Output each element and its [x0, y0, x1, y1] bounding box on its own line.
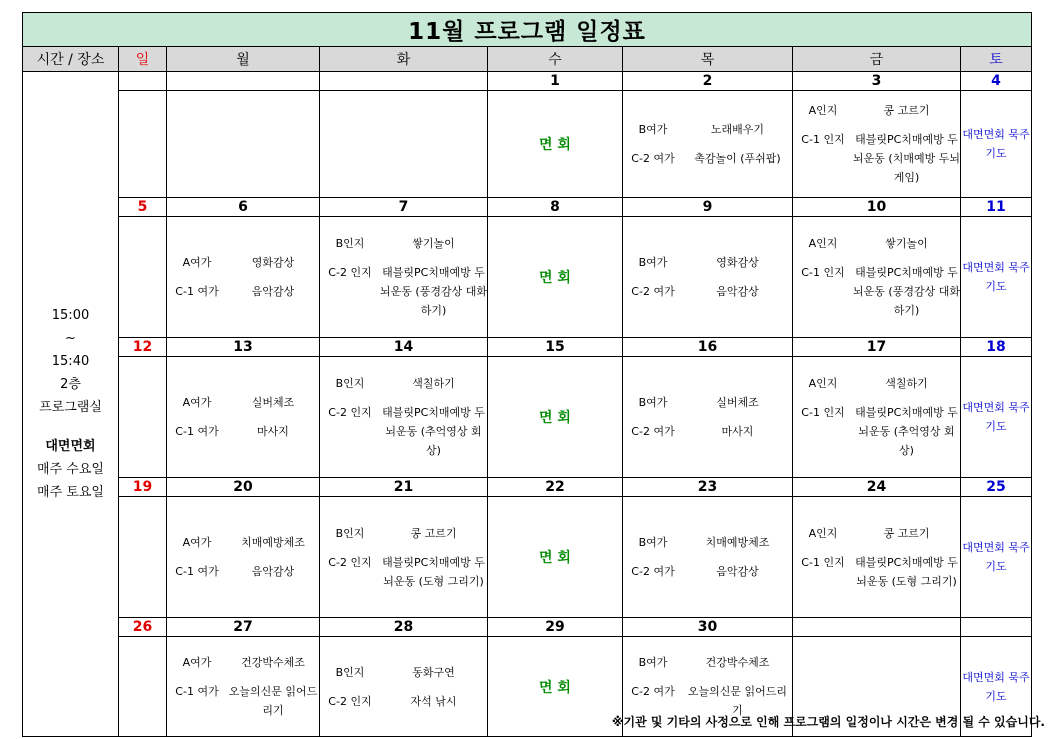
footnote: ※기관 및 기타의 사정으로 인해 프로그램의 일정이나 시간은 변경 될 수 있습니다. [611, 715, 1045, 729]
date-wed: 29 [488, 618, 623, 637]
program-group-b [167, 682, 319, 720]
visit-label: 면 회 [539, 270, 571, 286]
program-group-a [793, 374, 960, 393]
saturday-activity: 대면면회 묵주기도 [962, 401, 1030, 433]
group-b-activity: 음악감상 [251, 285, 295, 298]
schedule-table [22, 12, 1032, 737]
program-group-a [320, 234, 487, 253]
date-tue: 7 [320, 198, 488, 217]
program-cell-wed [488, 357, 623, 478]
group-b-activity: 태블릿PC치매예방 두뇌운동 (도형 그리기) [382, 555, 485, 588]
program-group-b [623, 562, 792, 581]
group-a-label: B여가 [638, 123, 668, 136]
program-cell-tue [320, 217, 488, 338]
program-cell-fri [793, 217, 961, 338]
group-b-label: C-2 인지 [328, 694, 372, 708]
program-group-a [623, 120, 792, 139]
program-row [23, 357, 1032, 478]
group-b-activity: 태블릿PC치매예방 두뇌운동 (도형 그리기) [855, 555, 958, 588]
group-a-activity: 콩 고르기 [883, 104, 930, 117]
saturday-activity: 대면면회 묵주기도 [962, 128, 1030, 160]
group-b-label: C-2 인지 [328, 406, 372, 419]
group-b-label: C-2 여가 [631, 285, 675, 298]
group-a-label: A인지 [808, 526, 838, 540]
group-b-label: C-1 인지 [801, 555, 845, 569]
program-cell-mon [167, 217, 320, 338]
date-sun [119, 72, 167, 91]
program-cell-mon [167, 637, 320, 737]
date-row [23, 478, 1032, 497]
program-cell-tue [320, 91, 488, 198]
group-b-label: C-1 여가 [175, 425, 219, 438]
time-tilde: ~ [65, 331, 76, 346]
visit-label: 면 회 [539, 410, 571, 426]
header-fri: 금 [793, 47, 961, 72]
date-wed: 22 [488, 478, 623, 497]
program-group-b [793, 553, 960, 591]
group-a-activity: 색칠하기 [885, 377, 928, 390]
date-sat: 4 [961, 72, 1032, 91]
group-b-activity: 오늘의신문 읽어드리기 [687, 685, 788, 717]
program-cell-thu [623, 497, 793, 618]
group-a-label: B여가 [638, 536, 668, 549]
program-cell-wed [488, 637, 623, 737]
group-b-activity: 음악감상 [251, 565, 295, 578]
program-group-a [623, 253, 792, 272]
date-mon: 20 [167, 478, 320, 497]
group-b-label: C-1 인지 [801, 266, 845, 279]
program-row [23, 497, 1032, 618]
group-b-activity: 태블릿PC치매예방 두뇌운동 (추억영상 회상) [855, 406, 958, 457]
group-a-label: A인지 [808, 377, 838, 390]
program-cell-sat [961, 357, 1032, 478]
date-row [23, 618, 1032, 637]
group-a-label: A여가 [182, 656, 212, 669]
group-a-label: A여가 [182, 396, 212, 409]
visit-day-sat: 매주 토요일 [37, 485, 104, 500]
group-b-activity: 음악감상 [716, 565, 759, 578]
program-cell-mon [167, 357, 320, 478]
program-cell-fri [793, 497, 961, 618]
time-end: 15:40 [51, 354, 90, 369]
page-title: 11월 프로그램 일정표 [23, 13, 1032, 47]
program-group-b [167, 422, 319, 441]
group-a-activity: 콩 고르기 [883, 526, 930, 540]
group-a-activity: 건강박수체조 [241, 656, 305, 669]
program-cell-fri [793, 91, 961, 198]
header-thu: 목 [623, 47, 793, 72]
program-group-a [167, 653, 319, 672]
header-mon: 월 [167, 47, 320, 72]
program-group-b [623, 282, 792, 301]
program-cell-thu [623, 217, 793, 338]
date-mon: 13 [167, 338, 320, 357]
group-b-label: C-2 여가 [631, 152, 675, 165]
date-tue: 21 [320, 478, 488, 497]
program-cell-fri [793, 357, 961, 478]
group-b-activity: 마사지 [257, 425, 289, 438]
program-cell-sat [961, 217, 1032, 338]
group-a-label: A여가 [182, 536, 212, 549]
group-b-activity: 태블릿PC치매예방 두뇌운동 (치매예방 두뇌게임) [853, 133, 960, 184]
visit-title: 대면면회 [45, 439, 96, 454]
program-cell-sun [119, 497, 167, 618]
program-group-a [623, 653, 792, 672]
program-group-a [167, 533, 319, 552]
group-b-activity: 음악감상 [716, 285, 759, 298]
group-a-label: B인지 [335, 526, 365, 540]
date-thu: 23 [623, 478, 793, 497]
floor-label: 2층 [60, 377, 81, 392]
program-cell-tue [320, 357, 488, 478]
program-group-b [167, 282, 319, 301]
group-b-label: C-2 여가 [631, 685, 675, 698]
program-cell-wed [488, 497, 623, 618]
date-sun: 5 [119, 198, 167, 217]
date-fri: 17 [793, 338, 961, 357]
visit-day-wed: 매주 수요일 [37, 462, 104, 477]
group-a-label: B여가 [638, 656, 668, 669]
group-a-activity: 동화구연 [412, 665, 455, 679]
group-a-label: B인지 [335, 377, 365, 390]
saturday-activity: 대면면회 묵주기도 [962, 261, 1030, 293]
group-a-activity: 쌓기놀이 [885, 237, 928, 250]
group-a-label: B여가 [638, 256, 668, 269]
program-cell-wed [488, 217, 623, 338]
group-a-activity: 실버체조 [251, 396, 295, 409]
group-a-label: B여가 [638, 396, 668, 409]
program-cell-tue [320, 497, 488, 618]
group-b-label: C-2 인지 [328, 555, 372, 569]
group-b-label: C-1 여가 [175, 565, 219, 578]
date-thu: 9 [623, 198, 793, 217]
date-sat: 11 [961, 198, 1032, 217]
date-sat: 18 [961, 338, 1032, 357]
group-b-label: C-1 인지 [801, 406, 845, 419]
date-tue: 28 [320, 618, 488, 637]
program-cell-thu [623, 91, 793, 198]
group-a-activity: 실버체조 [716, 396, 759, 409]
group-a-label: A인지 [808, 237, 838, 250]
date-row [23, 338, 1032, 357]
header-time-place: 시간 / 장소 [23, 47, 119, 72]
group-b-activity: 태블릿PC치매예방 두뇌운동 (추억영상 회상) [382, 406, 485, 457]
group-b-label: C-2 여가 [631, 565, 675, 578]
group-a-label: B인지 [335, 237, 365, 250]
header-wed: 수 [488, 47, 623, 72]
date-tue [320, 72, 488, 91]
program-group-a [320, 524, 487, 543]
program-group-a [623, 393, 792, 412]
program-cell-sun [119, 217, 167, 338]
header-tue: 화 [320, 47, 488, 72]
program-cell-sun [119, 637, 167, 737]
program-group-b [167, 562, 319, 581]
date-mon [167, 72, 320, 91]
group-a-activity: 건강박수체조 [705, 656, 770, 669]
program-cell-sun [119, 91, 167, 198]
visit-label: 면 회 [539, 550, 571, 566]
date-wed: 1 [488, 72, 623, 91]
program-group-b [320, 692, 487, 711]
program-cell-sat [961, 497, 1032, 618]
date-fri: 10 [793, 198, 961, 217]
program-cell-sat [961, 91, 1032, 198]
program-group-b [320, 553, 487, 591]
time-start: 15:00 [51, 308, 90, 323]
program-row [23, 91, 1032, 198]
program-group-b [320, 263, 487, 320]
date-mon: 27 [167, 618, 320, 637]
group-b-activity: 태블릿PC치매예방 두뇌운동 (풍경감상 대화하기) [380, 266, 487, 317]
program-group-a [793, 101, 960, 120]
room-label: 프로그램실 [39, 400, 102, 415]
date-sat [961, 618, 1032, 637]
group-b-label: C-1 인지 [801, 133, 845, 146]
date-mon: 6 [167, 198, 320, 217]
header-sat: 토 [961, 47, 1032, 72]
program-group-b [623, 149, 792, 168]
program-group-b [623, 422, 792, 441]
group-a-label: A인지 [808, 104, 838, 117]
saturday-activity: 대면면회 묵주기도 [962, 541, 1030, 573]
saturday-activity: 대면면회 묵주기도 [962, 670, 1030, 703]
group-b-activity: 마사지 [721, 425, 754, 438]
program-group-a [320, 374, 487, 393]
group-b-label: C-2 여가 [631, 425, 675, 438]
program-group-b [793, 263, 960, 320]
group-b-activity: 태블릿PC치매예방 두뇌운동 (풍경감상 대화하기) [853, 266, 960, 317]
program-group-a [167, 393, 319, 412]
group-b-label: C-1 여가 [175, 285, 219, 298]
program-cell-tue [320, 637, 488, 737]
group-a-activity: 치매예방체조 [241, 536, 305, 549]
group-b-activity: 촉감놀이 (푸쉬팝) [694, 152, 781, 165]
program-group-b [793, 403, 960, 460]
program-cell-mon [167, 91, 320, 198]
group-a-activity: 콩 고르기 [410, 526, 457, 540]
program-group-b [793, 130, 960, 187]
date-row [23, 72, 1032, 91]
program-group-a [793, 234, 960, 253]
program-cell-sun [119, 357, 167, 478]
group-b-activity: 오늘의신문 읽어드리기 [228, 685, 318, 717]
date-fri: 3 [793, 72, 961, 91]
program-group-a [320, 663, 487, 682]
date-thu: 16 [623, 338, 793, 357]
date-tue: 14 [320, 338, 488, 357]
group-a-activity: 영화감상 [716, 256, 759, 269]
program-row [23, 217, 1032, 338]
date-thu: 30 [623, 618, 793, 637]
program-cell-wed [488, 91, 623, 198]
program-group-a [623, 533, 792, 552]
date-sun: 12 [119, 338, 167, 357]
date-sun: 26 [119, 618, 167, 637]
group-b-label: C-1 여가 [175, 685, 219, 698]
group-a-activity: 쌓기놀이 [412, 237, 455, 250]
date-sun: 19 [119, 478, 167, 497]
program-group-a [167, 253, 319, 272]
program-group-b [320, 403, 487, 460]
program-cell-mon [167, 497, 320, 618]
date-fri: 24 [793, 478, 961, 497]
time-place-cell [23, 72, 119, 737]
header-sun: 일 [119, 47, 167, 72]
group-a-label: B인지 [335, 665, 365, 679]
date-wed: 15 [488, 338, 623, 357]
group-b-activity: 자석 낚시 [410, 694, 457, 708]
date-row [23, 198, 1032, 217]
group-a-label: A여가 [182, 256, 212, 269]
visit-label: 면 회 [539, 137, 571, 153]
date-wed: 8 [488, 198, 623, 217]
date-sat: 25 [961, 478, 1032, 497]
group-a-activity: 색칠하기 [412, 377, 455, 390]
date-fri [793, 618, 961, 637]
group-a-activity: 치매예방체조 [705, 536, 770, 549]
spacer [23, 419, 118, 435]
group-b-label: C-2 인지 [328, 266, 372, 279]
group-a-activity: 영화감상 [251, 256, 295, 269]
group-a-activity: 노래배우기 [710, 123, 765, 136]
program-group-a [793, 524, 960, 543]
visit-label: 면 회 [539, 679, 571, 696]
date-thu: 2 [623, 72, 793, 91]
program-cell-thu [623, 357, 793, 478]
